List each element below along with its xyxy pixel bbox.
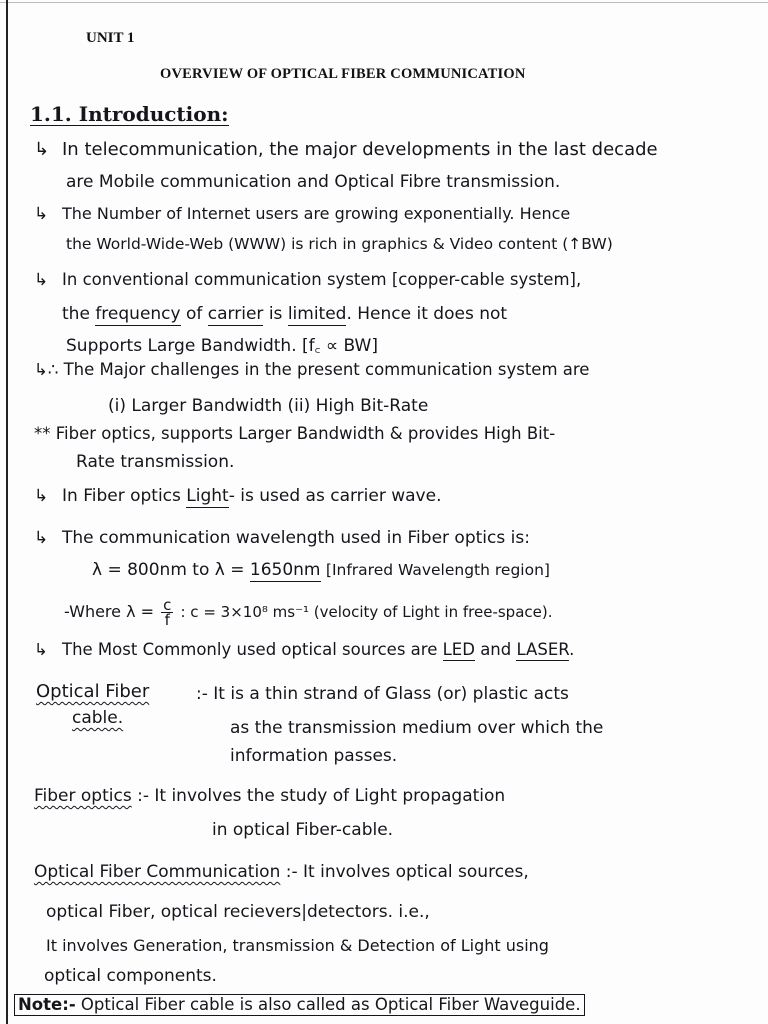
frequency-underlined: frequency xyxy=(95,304,181,324)
paragraph-6 xyxy=(34,486,441,506)
term-cable: cable. xyxy=(72,708,124,728)
text: In conventional communication system [copper-cable system], xyxy=(62,270,582,289)
paragraph-7-line-2 xyxy=(92,560,550,580)
definition-ofc-line-3: It involves Generation, transmission & Detection of Light using xyxy=(46,936,549,955)
text: of xyxy=(185,304,203,324)
paragraph-5-line-1: ** Fiber optics, supports Larger Bandwidth & provides High Bit- xyxy=(34,424,556,443)
definition-optical-fiber-term xyxy=(36,682,149,702)
text: [Infrared Wavelength region] xyxy=(325,561,550,579)
term-fiber-optics: Fiber optics xyxy=(34,786,132,806)
paragraph-3-line-3: Supports Large Bandwidth. [f꜀ ∝ BW] xyxy=(66,336,378,356)
text: . xyxy=(569,640,575,659)
definition-fiber-optics-line-2: in optical Fiber-cable. xyxy=(212,820,394,840)
carrier-underlined: carrier xyxy=(207,304,264,324)
term-optical-fiber: Optical Fiber xyxy=(36,681,150,702)
text: λ = 800nm to λ = xyxy=(92,560,245,580)
definition-optical-fiber-line-3: information passes. xyxy=(230,746,398,766)
fraction-numerator: c xyxy=(163,596,172,614)
term-optical-fiber-communication: Optical Fiber Communication xyxy=(34,862,281,882)
paragraph-2-line-2: the World-Wide-Web (WWW) is rich in graphics & Video content (↑BW) xyxy=(66,235,613,253)
definition-optical-fiber-line-2: as the transmission medium over which the xyxy=(230,718,604,738)
note-label: Note:- xyxy=(18,995,76,1014)
text: In telecommunication, the major developments in the last decade xyxy=(62,139,658,160)
limited-underlined: limited xyxy=(287,304,347,324)
definition-ofc-line-1 xyxy=(34,862,529,882)
text: -Where λ = xyxy=(64,602,155,621)
c-over-f-fraction xyxy=(161,598,173,627)
text: is xyxy=(268,304,283,324)
arrow-icon: ↳ xyxy=(34,528,49,548)
paragraph-7-line-3 xyxy=(64,598,553,627)
text: The Number of Internet users are growing exponentially. Hence xyxy=(62,204,571,223)
text: In Fiber optics xyxy=(62,486,181,506)
arrow-icon: ↳ xyxy=(34,270,49,290)
text: The Most Commonly used optical sources are xyxy=(62,640,438,659)
text: the xyxy=(62,304,90,324)
arrow-icon: ↳ xyxy=(34,204,49,224)
paragraph-3-line-2 xyxy=(62,304,507,324)
page-title: OVERVIEW OF OPTICAL FIBER COMMUNICATION xyxy=(160,66,526,82)
paragraph-5-line-2: Rate transmission. xyxy=(76,452,235,472)
note-box xyxy=(14,994,585,1016)
arrow-icon: ↳ xyxy=(34,640,48,659)
unit-label: UNIT 1 xyxy=(86,30,135,46)
section-heading: 1.1. Introduction: xyxy=(30,102,229,126)
text: and xyxy=(480,640,512,659)
paragraph-1-line-1 xyxy=(34,140,658,160)
definition-fiber-optics-line-1 xyxy=(34,786,505,806)
definition-optical-fiber-term-2 xyxy=(72,708,123,728)
page-top-edge xyxy=(0,2,768,3)
arrow-icon: ↳ xyxy=(34,139,50,160)
text: :- It involves optical sources, xyxy=(285,862,529,882)
text: : c = 3×10⁸ ms⁻¹ (velocity of Light in free-space). xyxy=(180,603,553,621)
definition-ofc-line-2: optical Fiber, optical recievers|detectors. i.e., xyxy=(46,902,430,922)
laser-underlined: LASER xyxy=(516,640,570,659)
paragraph-7-line-1 xyxy=(34,528,530,548)
note-text: Optical Fiber cable is also called as Optical Fiber Waveguide. xyxy=(80,995,581,1014)
paragraph-1-line-2: are Mobile communication and Optical Fibre transmission. xyxy=(66,172,561,192)
paragraph-4-line-2: (i) Larger Bandwidth (ii) High Bit-Rate xyxy=(108,396,429,416)
fraction-denominator: f xyxy=(164,611,170,629)
definition-optical-fiber-line-1: :- It is a thin strand of Glass (or) plastic acts xyxy=(196,684,569,704)
paragraph-2-line-1 xyxy=(34,204,570,224)
paragraph-3-line-1 xyxy=(34,270,581,290)
paragraph-8 xyxy=(34,640,574,660)
text: - is used as carrier wave. xyxy=(228,486,442,506)
text: The communication wavelength used in Fiber optics is: xyxy=(62,528,530,548)
text: :- It involves the study of Light propagation xyxy=(137,786,506,806)
text: . Hence it does not xyxy=(346,304,508,324)
arrow-icon: ↳ xyxy=(34,486,49,506)
1650nm-underlined: 1650nm xyxy=(249,560,321,580)
margin-line xyxy=(6,0,8,1024)
paragraph-4-line-1: ↳∴ The Major challenges in the present communication system are xyxy=(34,360,590,379)
light-underlined: Light xyxy=(186,486,229,506)
definition-ofc-line-4: optical components. xyxy=(44,966,217,986)
led-underlined: LED xyxy=(442,640,475,659)
